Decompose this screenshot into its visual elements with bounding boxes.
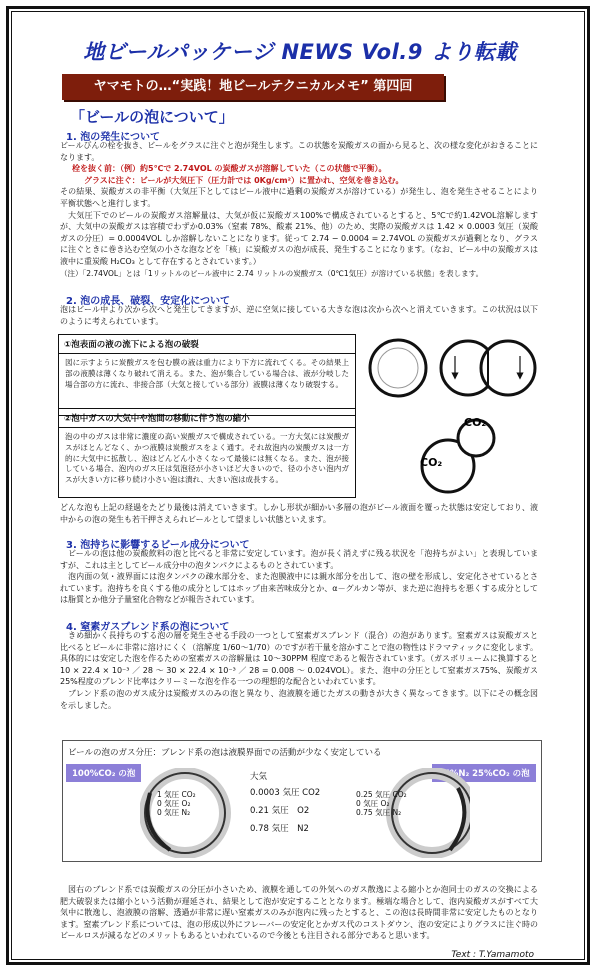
gas-figure-title: ビールの泡のガス分圧：ブレンド系の泡は液膜界面での活動が少なく安定している (68, 748, 382, 758)
s3-p2: 泡内面の気・液界面には泡タンパクの疎水部分を、また泡膜液中には親水部分を出して、泡の壁を形成し、安定化させているとされています。泡持ちを良くする他の成分としてはホップ由来苦味成分とか、α－グルカン等が、また逆に泡持ちを悪くする成分としては脂質とか他分子量窒化合物などが報告されています。 (60, 572, 538, 605)
heading-2: 2. 泡の成長、破裂、安定化について (66, 296, 231, 307)
single-bubble-inner (378, 348, 418, 388)
heading-4: 4. 窒素ガスブレンド系の泡について (66, 622, 230, 633)
s1-p3: 大気圧下でのビールの炭酸ガス溶解量は、大気が仮に炭酸ガス100%で構成されているとすると、5℃で約1.42VOL溶解しますが、大気中の炭酸ガスは容積でわずか0.03%（窒素 78%、酸素 21%、他）のため、実際の炭酸ガスは 1.42 × 0.0003 気圧（炭酸ガスの分圧）= 0.0004VOL しか溶解しないことになります。従って 2.74 − 0.0004 = 2.74VOL の炭酸ガスが過剰となり、グラスに注ぐときに巻き込む空気の小さな泡などを「核」に炭酸ガスの泡が成長、発生することになります。（なお、ビール中の炭酸ガスは液中に重炭酸 H₂CO₃ として存在するとされています。） (60, 210, 538, 266)
atmosphere-co2: 0.0003 気圧 CO2 (250, 788, 321, 798)
co2-row: 0.25 気圧 CO₂ (356, 790, 407, 799)
atmosphere-label: 大気 (250, 772, 268, 782)
s4-body (60, 630, 538, 711)
n2-row: 0.75 気圧 N₂ (356, 808, 402, 817)
blend-bubble-values (356, 790, 407, 817)
box2-body: 泡の中のガスは非常に濃度の高い炭酸ガスで構成されている。一方大気には炭酸ガスがほとんどなく、かつ液膜は炭酸ガスをよく通す。それ故泡内の炭酸ガスは一方的に大気中に拡散し、泡はどんどん小さくなって最後には無くなる。また、泡が接している場合、泡内のガス圧は気泡径が小さいほど大きいので、径の小さい泡内ガスが大きい方に移り続け小さい泡は潰れ、大きい泡は成長する。 (65, 432, 349, 485)
s1-p1: ビールびんの栓を抜き、ビールをグラスに注ぐと泡が発生します。この状態を炭酸ガスの面から見ると、次の様な変化がおきることになります。 (60, 141, 538, 162)
s3-body (60, 548, 538, 606)
article-title: 「ビールの泡について」 (70, 108, 234, 126)
co2-label-small: CO₂ (464, 416, 487, 429)
atmosphere-n2: 0.78 気圧 N2 (250, 824, 309, 834)
s1-red1: 栓を抜く前：（例）約5℃で 2.74VOL の炭酸ガスが溶解していた（この状態で平衡）。 (72, 164, 387, 174)
s2-p1: 泡はビール中より次から次へと発生してきますが、逆に空気に接している大きな泡は次から次へと消えていきます。この状況は以下のように考えられています。 (60, 305, 538, 326)
o2-row: 0 気圧 O₂ (157, 799, 191, 808)
blend-bubble-tag: 75%N₂ 25%CO₂ の泡 (432, 764, 536, 782)
co2-bubble-values (157, 790, 196, 817)
heading-3: 3. 泡持ちに影響するビール成分について (66, 540, 250, 551)
s1-note: （注）「2.74VOL」とは「1リットルのビール液中に 2.74 リットルの炭酸ガス（0℃1気圧）が溶けている状態」を表します。 (60, 268, 484, 278)
heading-1: 1. 泡の発生について (66, 132, 161, 143)
s4-p1: きめ細かく長持ちのする泡の層を発生させる手段の一つとして窒素ガスブレンド（混合）の泡があります。窒素ガスは炭酸ガスと比べるとビールに非常に溶けにくく（溶解度 1/60〜1/70）のですが若干量を溶かすことで泡の物性はドラマティックに変化します。具体的には安定した泡を作るための窒素ガスの溶解量は 10〜30PPM 程度であると報告されています。（ガスボリュームに換算すると 10 × 22.4 × 10⁻³ ／ 28 〜 30 × 22.4 × 10⁻³ ／ 28 = 0.008 〜 0.024VOL）。また、泡中の分圧として窒素ガス75%、炭酸ガス25%程度のブレンド比率はクリーミーな泡を作る一つの理想的な配合といわれています。 (60, 631, 538, 687)
foam-break-box (58, 334, 356, 416)
newsletter-title: 地ビールパッケージ NEWS Vol.9 より転載 (83, 40, 517, 64)
s1-red2: グラスに注ぐ：ビールが大気圧下（圧力計では 0Kg/cm²）に置かれ、空気を巻き込む。 (84, 175, 404, 185)
box1-body: 図に示すように炭酸ガスを包む膜の液は重力により下方に流れてくる。その結果上部の液膜は薄くなり破れて消える。また、泡が集合している場合は、液が分岐した場合部の方に流れ、非接合部（大気と接している部分）液膜は薄くなり破裂する。 (65, 358, 349, 389)
s1-intro (60, 140, 538, 279)
n2-row: 0 気圧 N₂ (157, 808, 191, 817)
closing-paragraph: 図右のブレンド系では炭酸ガスの分圧が小さいため、液膜を通しての外気へのガス散逸による縮小とか泡同士のガスの交換による肥大破裂または縮小という活動が遅延され、結果として泡が安定することとなります。極端な場合として、泡内炭酸ガスがすべて大気中に散逸し、泡液膜の溶解、透過が非常に遅い窒素ガスのみが泡内に残ったとすると、この泡は長時間非常に安定したものとなります。窒素ブレンド系については、泡の形成以外にフレーバーの安定化とかガス代のコストダウン、泡の安定によりグラスに注ぐ時のビールロスが減るなどのメリットもあるといわれているので今後とも注目される部分であると思います。 (60, 885, 538, 941)
s2-p2: どんな泡も上記の経過をたどり最後は消えていきます。しかし形状が細かい多層の泡がビール液面を覆った状態は安定しており、液中からの泡の発生も若干押さえられビールとして望ましい状態といえます。 (60, 503, 538, 524)
joined-bubble-right (481, 341, 535, 395)
s4-p2: ブレンド系の泡のガス成分は炭酸ガスのみの泡と異なり、泡液膜を通じたガスの動きが大きく異なってきます。以下にその概念図を示しました。 (60, 688, 538, 710)
co2-row: 1 気圧 CO₂ (157, 790, 196, 799)
s1-p2: その結果、炭酸ガスの非平衡（大気圧下としてはビール液中に過剰の炭酸ガスが溶けている）が発生し、泡を発生させることにより平衡状態へと進行します。 (60, 187, 538, 208)
box2-heading: ②泡中ガスの大気中や泡間の移動に伴う泡の縮小 (59, 409, 355, 428)
co2-label-large: CO₂ (420, 456, 443, 469)
series-banner: ヤマモトの…“実践！地ビールテクニカルメモ” 第四回 (62, 74, 444, 100)
bubble-drain-diagram (360, 336, 540, 400)
author-credit: Text : T.Yamamoto (451, 950, 534, 960)
o2-row: 0 気圧 O₂ (356, 799, 390, 808)
atmosphere-o2: 0.21 気圧 O2 (250, 806, 310, 816)
co2-bubble-tag: 100%CO₂ の泡 (66, 764, 141, 782)
foam-shrink-box (58, 408, 356, 498)
s3-p1: ビールの泡は他の炭酸飲料の泡と比べると非常に安定しています。泡が長く消えずに残る状況を「泡持ちがよい」と表現していますが、これは主としてビール成分中の泡タンパクによるものとされています。 (60, 549, 538, 570)
bubble-shrink-diagram (390, 410, 510, 496)
box1-heading: ①泡表面の液の流下による泡の破裂 (59, 335, 355, 354)
